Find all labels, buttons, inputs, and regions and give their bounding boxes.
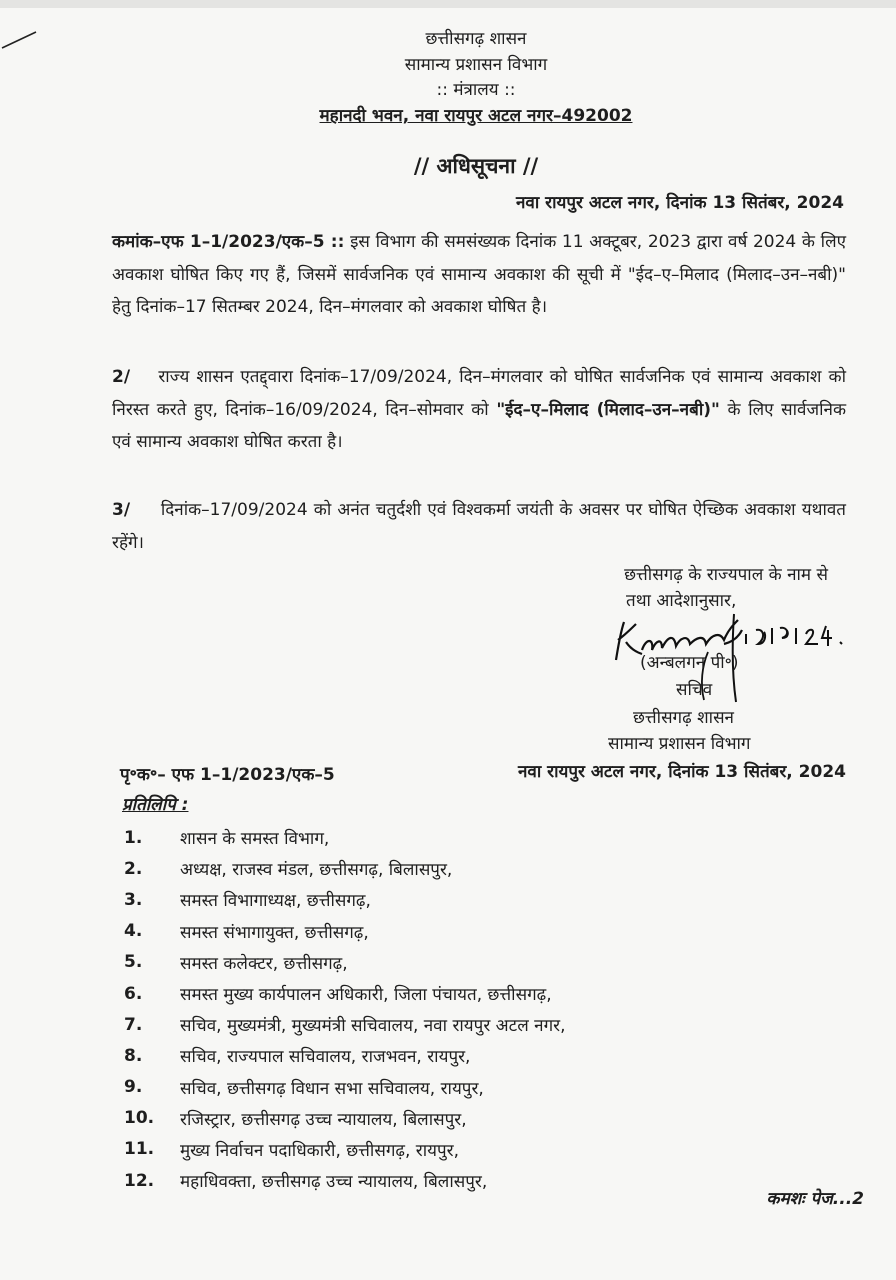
paragraph-2-holiday-name: "ईद–ए–मिलाद (मिलाद–उन–नबी)" bbox=[496, 399, 720, 420]
paragraph-2-number: 2/ bbox=[112, 367, 131, 387]
signatory-org-line1: छत्तीसगढ़ शासन bbox=[633, 708, 734, 728]
copy-recipient-item bbox=[124, 822, 844, 853]
copy-recipient-number: 5. bbox=[124, 952, 143, 973]
copy-recipient-number: 12. bbox=[124, 1170, 155, 1191]
copy-recipient-number: 10. bbox=[124, 1108, 155, 1129]
copy-recipient-item bbox=[124, 916, 844, 947]
copy-recipient-number: 2. bbox=[124, 858, 143, 879]
signature-intro-line1: छत्तीसगढ़ के राज्यपाल के नाम से bbox=[624, 565, 828, 585]
paragraph-2-text-a: राज्य शासन एतद्द्वारा दिनांक–17/09/2024, दिन–मंगलवार को घोषित सार्वजनिक एवं सामान्य अवकाश को निरस्त करते हुए, दिनांक–16/09/2024, दिन–सोमवार को bbox=[112, 367, 846, 420]
copy-recipient-item bbox=[124, 1134, 844, 1165]
copy-recipient-item bbox=[124, 947, 844, 978]
top-edge-strip bbox=[0, 0, 896, 8]
copy-recipient-text: महाधिवक्ता, छत्तीसगढ़ उच्च न्यायालय, बिलासपुर, bbox=[180, 1172, 488, 1193]
signatory-org-line2: सामान्य प्रशासन विभाग bbox=[608, 734, 751, 754]
issue-date-line: नवा रायपुर अटल नगर, दिनांक 13 सितंबर, 2024 bbox=[515, 193, 844, 213]
copy-recipient-number: 3. bbox=[124, 889, 143, 910]
header-ministry: :: मंत्रालय :: bbox=[436, 80, 516, 100]
copy-recipient-text: सचिव, राज्यपाल सचिवालय, राजभवन, रायपुर, bbox=[180, 1047, 471, 1068]
copy-recipient-text: समस्त कलेक्टर, छत्तीसगढ़, bbox=[180, 953, 348, 974]
paragraph-3-text: दिनांक–17/09/2024 को अनंत चतुर्दशी एवं विश्वकर्मा जयंती के अवसर पर घोषित ऐच्छिक अवकाश यथावत रहेंगे। bbox=[112, 500, 846, 553]
copy-recipient-number: 9. bbox=[124, 1077, 143, 1098]
header-government: छत्तीसगढ़ शासन bbox=[425, 29, 527, 49]
copy-recipient-number: 8. bbox=[124, 1045, 143, 1066]
copy-recipient-item bbox=[124, 1040, 844, 1071]
copy-recipient-number: 1. bbox=[124, 827, 143, 848]
copy-recipient-text: सचिव, मुख्यमंत्री, मुख्यमंत्री सचिवालय, नवा रायपुर अटल नगर, bbox=[180, 1016, 566, 1037]
signature-intro-line2: तथा आदेशानुसार, bbox=[626, 591, 737, 611]
paragraph-3 bbox=[112, 494, 846, 559]
endorsement-date-line: नवा रायपुर अटल नगर, दिनांक 13 सितंबर, 2024 bbox=[517, 762, 846, 782]
copy-recipient-item bbox=[124, 978, 844, 1009]
order-reference: कमांक–एफ 1–1/2023/एक–5 :: bbox=[112, 232, 345, 252]
paragraph-3-number: 3/ bbox=[112, 500, 131, 520]
paragraph-2-text-b: के लिए सार्वजनिक एवं सामान्य अवकाश घोषित करता है। bbox=[112, 399, 847, 453]
copy-recipient-item bbox=[124, 853, 844, 884]
continued-page-note: कमशः पेज...2 bbox=[766, 1189, 864, 1209]
copy-recipient-text: सचिव, छत्तीसगढ़ विधान सभा सचिवालय, रायपुर, bbox=[180, 1078, 484, 1099]
copy-recipient-number: 4. bbox=[124, 921, 143, 942]
copy-recipient-text: मुख्य निर्वाचन पदाधिकारी, छत्तीसगढ़, रायपुर, bbox=[180, 1140, 460, 1161]
header-department: सामान्य प्रशासन विभाग bbox=[404, 55, 548, 75]
paragraph-1 bbox=[112, 226, 846, 324]
copy-recipient-item bbox=[124, 1165, 844, 1196]
copy-recipient-item bbox=[124, 1009, 844, 1040]
endorsement-reference: पृ॰क॰– एफ 1–1/2023/एक–5 bbox=[120, 765, 335, 785]
copy-recipient-text: समस्त मुख्य कार्यपालन अधिकारी, जिला पंचायत, छत्तीसगढ़, bbox=[180, 985, 552, 1006]
copy-recipient-item bbox=[124, 1072, 844, 1103]
copy-to-heading: प्रतिलिपि : bbox=[122, 795, 189, 815]
copy-recipient-item bbox=[124, 884, 844, 915]
copy-recipient-text: समस्त विभागाध्यक्ष, छत्तीसगढ़, bbox=[180, 891, 371, 912]
copy-recipient-item bbox=[124, 1103, 844, 1134]
copy-recipient-text: समस्त संभागायुक्त, छत्तीसगढ़, bbox=[180, 922, 369, 943]
copy-recipient-text: रजिस्ट्रार, छत्तीसगढ़ उच्च न्यायालय, बिलासपुर, bbox=[180, 1109, 467, 1130]
header-address: महानदी भवन, नवा रायपुर अटल नगर–492002 bbox=[319, 106, 633, 126]
copy-recipient-text: अध्यक्ष, राजस्व मंडल, छत्तीसगढ़, बिलासपुर, bbox=[180, 860, 453, 881]
copy-recipient-number: 6. bbox=[124, 983, 143, 1004]
signatory-designation: सचिव bbox=[676, 680, 713, 700]
paragraph-2 bbox=[112, 361, 846, 459]
paragraph-1-text: इस विभाग की समसंख्यक दिनांक 11 अक्टूबर, 2023 द्वारा वर्ष 2024 के लिए अवकाश घोषित किए गए हैं, जिसमें सार्वजनिक एवं सामान्य अवकाश की सूची में "ईद–ए–मिलाद (मिलाद–उन–नबी)" हेतु दिनांक–17 सितम्बर 2024, दिन–मंगलवार को अवकाश घोषित है। bbox=[112, 232, 847, 318]
copy-recipient-text: शासन के समस्त विभाग, bbox=[180, 829, 330, 850]
copy-recipient-number: 7. bbox=[124, 1014, 143, 1035]
signatory-name: (अन्बलगन पी॰) bbox=[640, 653, 739, 673]
copy-recipient-number: 11. bbox=[124, 1139, 155, 1160]
notification-title: // अधिसूचना // bbox=[413, 154, 539, 178]
copy-recipient-list bbox=[124, 822, 844, 1196]
